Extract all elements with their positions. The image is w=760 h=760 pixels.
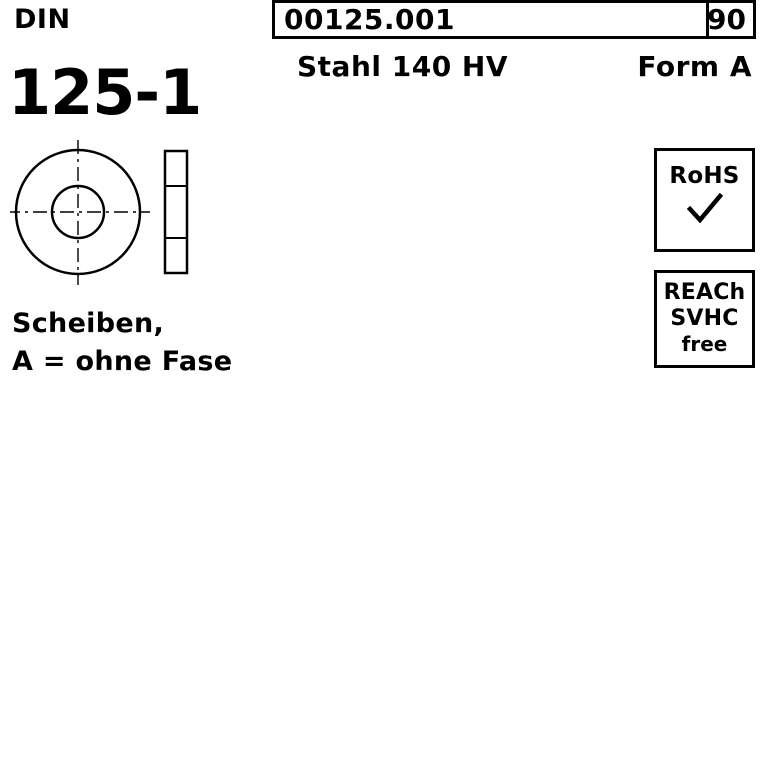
reach-label: REACh: [663, 280, 746, 305]
free-label: free: [681, 332, 728, 356]
checkmark-icon: [657, 193, 752, 228]
product-caption: [12, 305, 232, 381]
standard-number: 125-1: [8, 56, 202, 129]
rohs-label: RoHS: [669, 163, 740, 189]
article-code: 00125.001: [284, 3, 455, 36]
center-line: [10, 140, 150, 285]
svhc-label: SVHC: [670, 306, 739, 331]
washer-side-view: [165, 151, 187, 273]
reach-badge: [654, 270, 755, 368]
caption-line-1: Scheiben,: [12, 308, 165, 339]
form-spec: Form A: [637, 50, 752, 83]
caption-line-2: A = ohne Fase: [12, 346, 233, 377]
technical-drawing: [10, 140, 230, 285]
din-label: DIN: [14, 4, 71, 35]
quantity-value: 90: [707, 3, 746, 36]
material-spec: Stahl 140 HV: [297, 50, 509, 83]
rohs-badge: [654, 148, 755, 252]
